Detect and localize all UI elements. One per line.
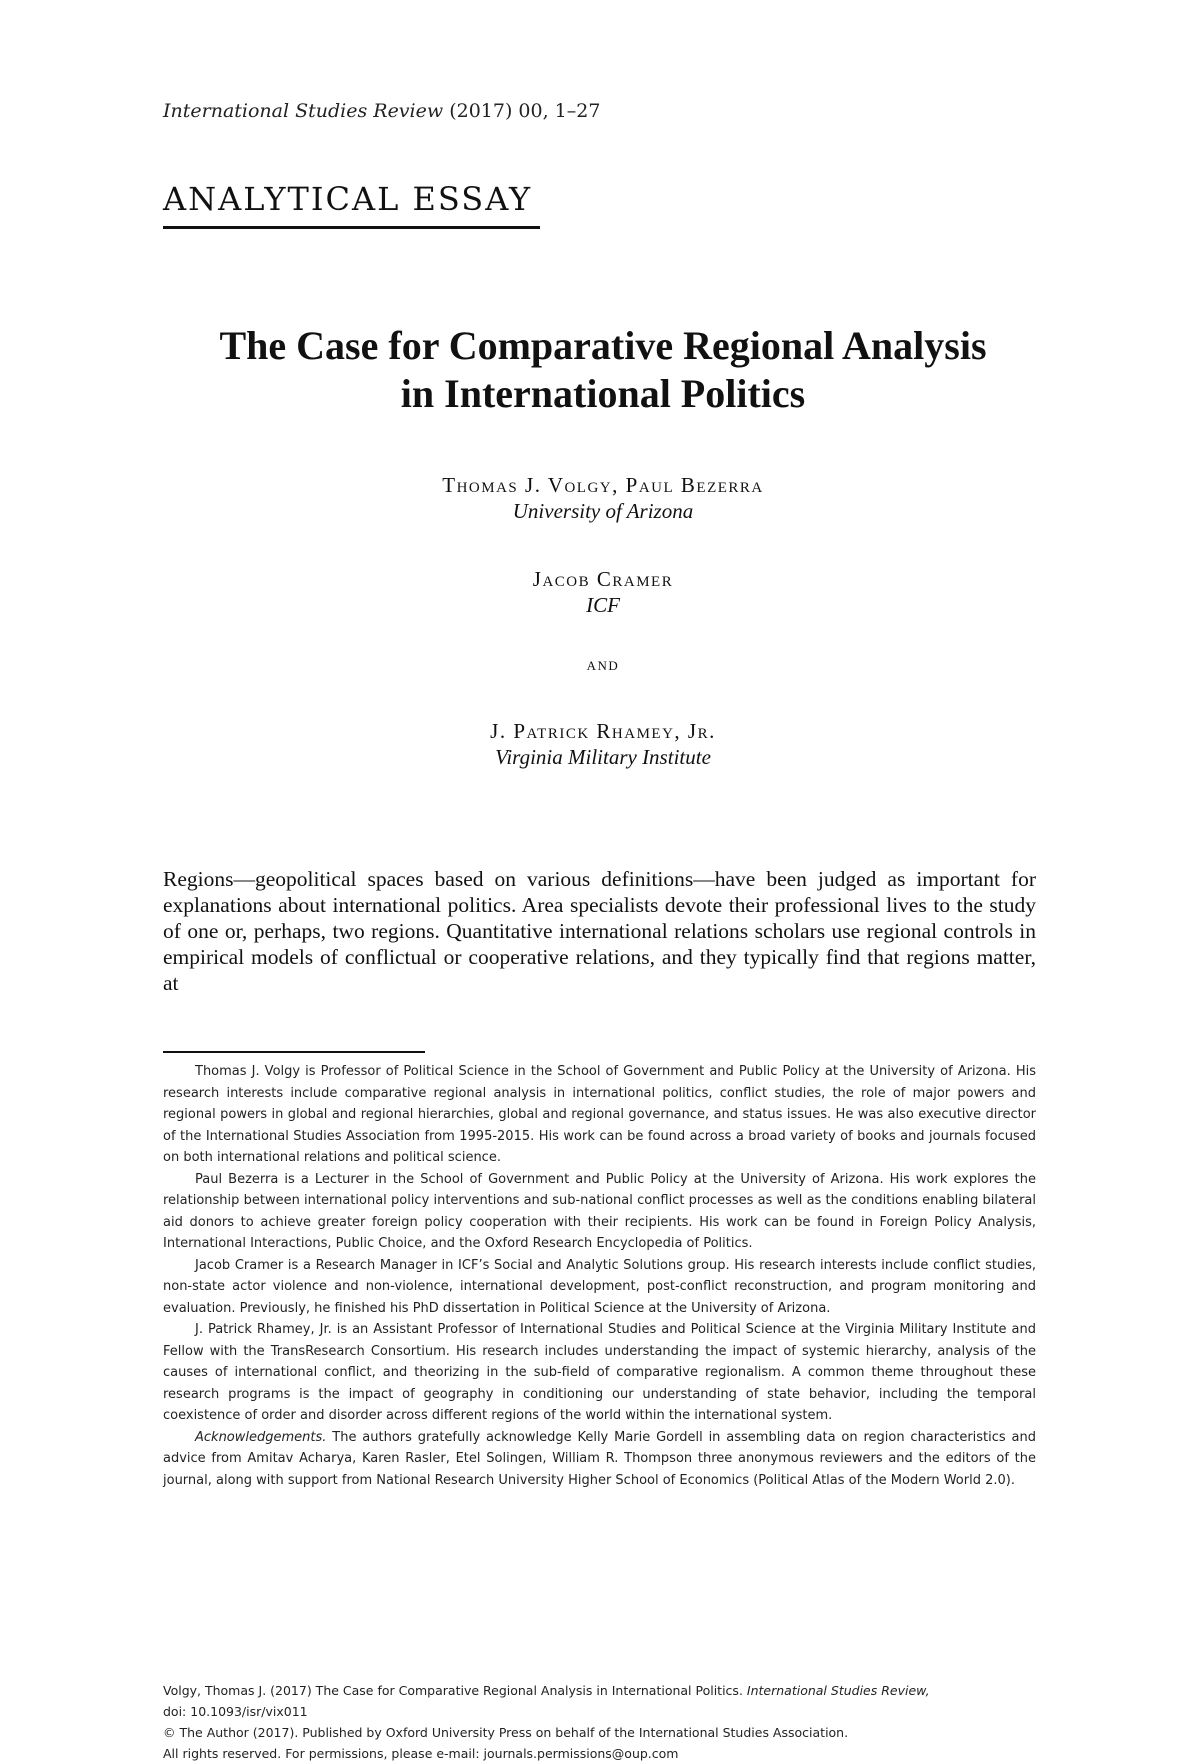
citation-block [163, 1680, 1036, 1764]
ack-text: The authors gratefully acknowledge Kelly Marie Gordell in assembling data on region characteristics and advice from Amitav Acharya, Karen Rasler, Etel Solingen, William R. Thompson three anonymous reviewers and the editors of the journal, along with support from National Research University Higher School of Economics (Political Atlas of the Modern World 2.0). [163, 1429, 1036, 1488]
ack-label: Acknowledgements. [195, 1429, 327, 1445]
and-word: and [586, 654, 620, 675]
citation-line [163, 1680, 1036, 1701]
footnote-bezerra: Paul Bezerra is a Lecturer in the School of Government and Public Policy at the University of Arizona. His work explores the relationship between international policy interventions and sub-national conflict processes as well as the conditions enabling bilateral aid donors to achieve greater foreign policy cooperation with their recipients. His work can be found in Foreign Policy Analysis, International Interactions, Public Choice, and the Oxford Research Encyclopedia of Politics. [163, 1171, 1036, 1251]
paper-title [163, 322, 1043, 418]
author-names: Thomas J. Volgy, Paul Bezerra [442, 473, 764, 497]
author-names: J. Patrick Rhamey, Jr. [490, 719, 716, 743]
footnote-cramer: Jacob Cramer is a Research Manager in ICF’s Social and Analytic Solutions group. His research interests include conflict studies, non-state actor violence and non-violence, international development, post-conflict reconstruction, and program monitoring and evaluation. Previously, he finished his PhD dissertation in Political Science at the University of Arizona. [163, 1257, 1036, 1316]
journal-name: International Studies Review [163, 100, 444, 122]
citation-journal: International Studies Review, [746, 1683, 930, 1698]
author-block-2 [163, 566, 1043, 618]
author-conjunction [163, 654, 1043, 676]
author-block-3 [163, 718, 1043, 770]
citation-doi: doi: 10.1093/isr/vix011 [163, 1704, 308, 1719]
author-affiliation: Virginia Military Institute [495, 745, 711, 769]
author-block-1 [163, 472, 1043, 524]
author-affiliation: University of Arizona [512, 499, 694, 523]
footnote-divider [163, 1051, 425, 1053]
title-line-1: The Case for Comparative Regional Analysis [219, 323, 987, 368]
author-footnotes [163, 1061, 1036, 1491]
essay-type-heading: ANALYTICAL ESSAY [163, 180, 540, 229]
footnote-volgy: Thomas J. Volgy is Professor of Political Science in the School of Government and Public Policy at the University of Arizona. His research interests include comparative regional analysis in international politics, conflict studies, the role of major powers and regional powers in global and regional hierarchies, global and regional governance, and status issues. He was also executive director of the International Studies Association from 1995-2015. His work can be found across a broad variety of books and journals focused on both international relations and political science. [163, 1064, 1036, 1165]
footnote-acknowledgements [163, 1427, 1036, 1492]
author-affiliation: ICF [586, 593, 620, 617]
journal-issue: (2017) 00, 1–27 [449, 100, 601, 122]
footnote-rhamey: J. Patrick Rhamey, Jr. is an Assistant Professor of International Studies and Political Science at the Virginia Military Institute and Fellow with the TransResearch Consortium. His research includes understanding the impact of systemic hierarchy, analysis of the causes of international conflict, and theorizing in the sub-field of comparative regionalism. A common theme throughout these research programs is the impact of geography in conditioning our understanding of state behavior, including the temporal coexistence of order and disorder across different regions of the world within the international system. [163, 1322, 1036, 1423]
rights-notice: All rights reserved. For permissions, please e-mail: journals.permissions@oup.com [163, 1746, 679, 1761]
journal-header [163, 100, 600, 122]
title-line-2: in International Politics [400, 371, 806, 416]
copyright-notice: © The Author (2017). Published by Oxford University Press on behalf of the International Studies Association. [163, 1725, 849, 1740]
author-names: Jacob Cramer [532, 567, 674, 591]
citation-prefix: Volgy, Thomas J. (2017) The Case for Comparative Regional Analysis in International Politics. [163, 1683, 743, 1698]
abstract-text: Regions—geopolitical spaces based on various definitions—have been judged as important for explanations about international politics. Area specialists devote their professional lives to the study of one or, perhaps, two regions. Quantitative international relations scholars use regional controls in empirical models of conflictual or cooperative relations, and they typically find that regions matter, at [163, 867, 1036, 995]
